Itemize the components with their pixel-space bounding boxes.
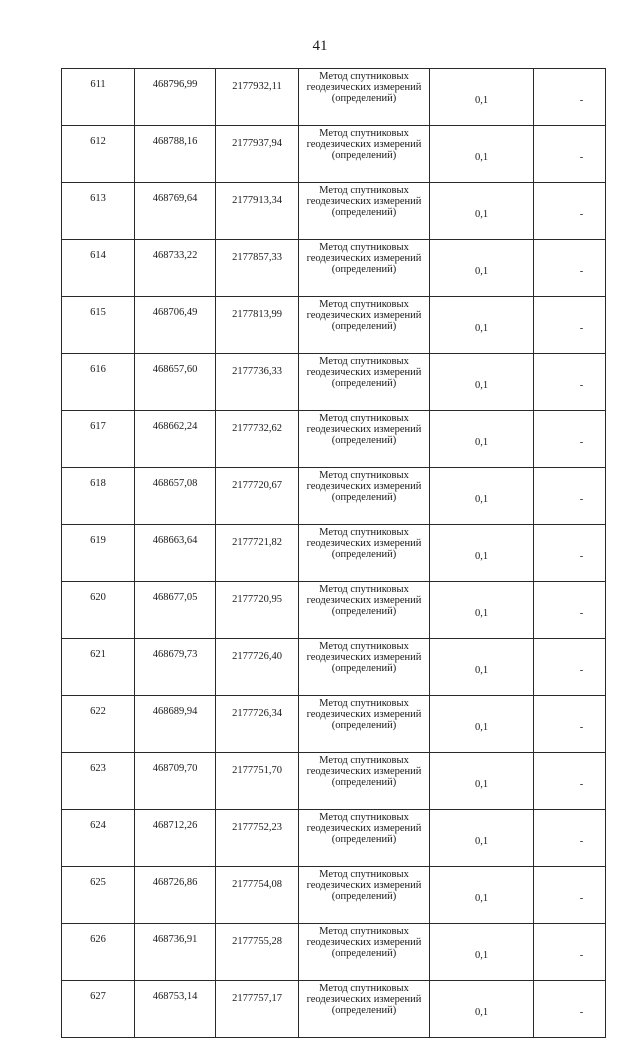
accuracy-cell: 0,1 xyxy=(430,639,534,696)
point-number-cell: 616 xyxy=(62,354,135,411)
table-row xyxy=(62,924,606,981)
y-coordinate-cell: 2177732,62 xyxy=(216,411,299,468)
point-number-cell: 627 xyxy=(62,981,135,1038)
accuracy-cell: 0,1 xyxy=(430,696,534,753)
method-line: геодезических измерений xyxy=(306,823,422,834)
point-number-cell: 624 xyxy=(62,810,135,867)
point-number-cell: 612 xyxy=(62,126,135,183)
x-coordinate-cell: 468663,64 xyxy=(135,525,216,582)
accuracy-cell: 0,1 xyxy=(430,240,534,297)
method-line: Метод спутниковых xyxy=(319,584,409,595)
y-coordinate-cell: 2177720,95 xyxy=(216,582,299,639)
y-coordinate-cell: 2177721,82 xyxy=(216,525,299,582)
method-line: (определений) xyxy=(331,378,397,389)
method-line: геодезических измерений xyxy=(306,994,422,1005)
y-coordinate-cell: 2177932,11 xyxy=(216,69,299,126)
point-number-cell: 619 xyxy=(62,525,135,582)
x-coordinate-cell: 468689,94 xyxy=(135,696,216,753)
table-row xyxy=(62,639,606,696)
method-line: геодезических измерений xyxy=(306,82,422,93)
method-line: Метод спутниковых xyxy=(319,299,409,310)
method-line: (определений) xyxy=(331,321,397,332)
method-line: Метод спутниковых xyxy=(319,869,409,880)
table-row xyxy=(62,525,606,582)
point-number-cell: 615 xyxy=(62,297,135,354)
method-line: геодезических измерений xyxy=(306,196,422,207)
x-coordinate-cell: 468726,86 xyxy=(135,867,216,924)
method-line: (определений) xyxy=(331,948,397,959)
note-cell: - xyxy=(534,297,606,354)
table-row xyxy=(62,810,606,867)
method-line: (определений) xyxy=(331,720,397,731)
point-number-cell: 611 xyxy=(62,69,135,126)
method-line: Метод спутниковых xyxy=(319,926,409,937)
method-cell xyxy=(299,810,430,867)
note-cell: - xyxy=(534,240,606,297)
method-line: (определений) xyxy=(331,435,397,446)
y-coordinate-cell: 2177755,28 xyxy=(216,924,299,981)
method-line: Метод спутниковых xyxy=(319,641,409,652)
method-line: геодезических измерений xyxy=(306,937,422,948)
method-line: (определений) xyxy=(331,93,397,104)
note-cell: - xyxy=(534,69,606,126)
method-line: (определений) xyxy=(331,492,397,503)
table-row xyxy=(62,867,606,924)
x-coordinate-cell: 468679,73 xyxy=(135,639,216,696)
note-cell: - xyxy=(534,126,606,183)
accuracy-cell: 0,1 xyxy=(430,867,534,924)
y-coordinate-cell: 2177913,34 xyxy=(216,183,299,240)
method-cell xyxy=(299,867,430,924)
method-line: (определений) xyxy=(331,264,397,275)
note-cell: - xyxy=(534,468,606,525)
method-line: геодезических измерений xyxy=(306,766,422,777)
method-cell xyxy=(299,411,430,468)
accuracy-cell: 0,1 xyxy=(430,981,534,1038)
x-coordinate-cell: 468736,91 xyxy=(135,924,216,981)
method-cell xyxy=(299,639,430,696)
note-cell: - xyxy=(534,639,606,696)
method-line: Метод спутниковых xyxy=(319,983,409,994)
method-cell xyxy=(299,924,430,981)
y-coordinate-cell: 2177757,17 xyxy=(216,981,299,1038)
point-number-cell: 626 xyxy=(62,924,135,981)
table-row xyxy=(62,69,606,126)
table-row xyxy=(62,468,606,525)
point-number-cell: 613 xyxy=(62,183,135,240)
method-line: Метод спутниковых xyxy=(319,356,409,367)
x-coordinate-cell: 468706,49 xyxy=(135,297,216,354)
method-line: (определений) xyxy=(331,777,397,788)
method-line: геодезических измерений xyxy=(306,367,422,378)
x-coordinate-cell: 468709,70 xyxy=(135,753,216,810)
method-line: (определений) xyxy=(331,663,397,674)
method-line: Метод спутниковых xyxy=(319,71,409,82)
x-coordinate-cell: 468712,26 xyxy=(135,810,216,867)
x-coordinate-cell: 468769,64 xyxy=(135,183,216,240)
note-cell: - xyxy=(534,867,606,924)
point-number-cell: 617 xyxy=(62,411,135,468)
y-coordinate-cell: 2177720,67 xyxy=(216,468,299,525)
accuracy-cell: 0,1 xyxy=(430,582,534,639)
table-row xyxy=(62,411,606,468)
note-cell: - xyxy=(534,810,606,867)
method-line: Метод спутниковых xyxy=(319,470,409,481)
x-coordinate-cell: 468677,05 xyxy=(135,582,216,639)
table-row xyxy=(62,240,606,297)
point-number-cell: 621 xyxy=(62,639,135,696)
method-cell xyxy=(299,468,430,525)
method-cell xyxy=(299,297,430,354)
method-line: (определений) xyxy=(331,891,397,902)
method-cell xyxy=(299,525,430,582)
method-line: геодезических измерений xyxy=(306,880,422,891)
method-line: геодезических измерений xyxy=(306,253,422,264)
table-row xyxy=(62,126,606,183)
accuracy-cell: 0,1 xyxy=(430,126,534,183)
table-row xyxy=(62,354,606,411)
note-cell: - xyxy=(534,525,606,582)
method-line: Метод спутниковых xyxy=(319,185,409,196)
point-number-cell: 614 xyxy=(62,240,135,297)
x-coordinate-cell: 468796,99 xyxy=(135,69,216,126)
point-number-cell: 618 xyxy=(62,468,135,525)
y-coordinate-cell: 2177751,70 xyxy=(216,753,299,810)
y-coordinate-cell: 2177813,99 xyxy=(216,297,299,354)
y-coordinate-cell: 2177726,34 xyxy=(216,696,299,753)
note-cell: - xyxy=(534,411,606,468)
method-cell xyxy=(299,183,430,240)
x-coordinate-cell: 468657,08 xyxy=(135,468,216,525)
point-number-cell: 625 xyxy=(62,867,135,924)
y-coordinate-cell: 2177752,23 xyxy=(216,810,299,867)
note-cell: - xyxy=(534,696,606,753)
accuracy-cell: 0,1 xyxy=(430,525,534,582)
method-line: (определений) xyxy=(331,1005,397,1016)
method-line: геодезических измерений xyxy=(306,139,422,150)
method-line: (определений) xyxy=(331,549,397,560)
table-row xyxy=(62,183,606,240)
table-row xyxy=(62,582,606,639)
method-cell xyxy=(299,354,430,411)
y-coordinate-cell: 2177857,33 xyxy=(216,240,299,297)
point-number-cell: 622 xyxy=(62,696,135,753)
method-line: Метод спутниковых xyxy=(319,812,409,823)
page-number: 41 xyxy=(312,38,328,54)
accuracy-cell: 0,1 xyxy=(430,297,534,354)
accuracy-cell: 0,1 xyxy=(430,810,534,867)
note-cell: - xyxy=(534,981,606,1038)
x-coordinate-cell: 468662,24 xyxy=(135,411,216,468)
method-line: (определений) xyxy=(331,834,397,845)
method-line: Метод спутниковых xyxy=(319,698,409,709)
method-line: геодезических измерений xyxy=(306,538,422,549)
accuracy-cell: 0,1 xyxy=(430,924,534,981)
y-coordinate-cell: 2177736,33 xyxy=(216,354,299,411)
note-cell: - xyxy=(534,582,606,639)
method-cell xyxy=(299,981,430,1038)
method-line: геодезических измерений xyxy=(306,652,422,663)
note-cell: - xyxy=(534,924,606,981)
method-line: (определений) xyxy=(331,207,397,218)
point-number-cell: 623 xyxy=(62,753,135,810)
method-cell xyxy=(299,69,430,126)
method-line: Метод спутниковых xyxy=(319,755,409,766)
x-coordinate-cell: 468733,22 xyxy=(135,240,216,297)
note-cell: - xyxy=(534,354,606,411)
accuracy-cell: 0,1 xyxy=(430,183,534,240)
method-cell xyxy=(299,582,430,639)
method-cell xyxy=(299,126,430,183)
method-line: Метод спутниковых xyxy=(319,413,409,424)
method-cell xyxy=(299,240,430,297)
x-coordinate-cell: 468753,14 xyxy=(135,981,216,1038)
point-number-cell: 620 xyxy=(62,582,135,639)
method-line: Метод спутниковых xyxy=(319,242,409,253)
accuracy-cell: 0,1 xyxy=(430,354,534,411)
y-coordinate-cell: 2177937,94 xyxy=(216,126,299,183)
coordinates-table xyxy=(61,68,606,1038)
table-row xyxy=(62,981,606,1038)
method-line: Метод спутниковых xyxy=(319,128,409,139)
note-cell: - xyxy=(534,753,606,810)
accuracy-cell: 0,1 xyxy=(430,69,534,126)
method-cell xyxy=(299,753,430,810)
method-line: (определений) xyxy=(331,150,397,161)
note-cell: - xyxy=(534,183,606,240)
x-coordinate-cell: 468657,60 xyxy=(135,354,216,411)
table-row xyxy=(62,753,606,810)
y-coordinate-cell: 2177726,40 xyxy=(216,639,299,696)
method-line: геодезических измерений xyxy=(306,310,422,321)
method-cell xyxy=(299,696,430,753)
accuracy-cell: 0,1 xyxy=(430,753,534,810)
x-coordinate-cell: 468788,16 xyxy=(135,126,216,183)
y-coordinate-cell: 2177754,08 xyxy=(216,867,299,924)
method-line: геодезических измерений xyxy=(306,424,422,435)
accuracy-cell: 0,1 xyxy=(430,468,534,525)
table-row xyxy=(62,696,606,753)
table-row xyxy=(62,297,606,354)
method-line: геодезических измерений xyxy=(306,709,422,720)
coordinates-table-body xyxy=(62,69,606,1038)
method-line: геодезических измерений xyxy=(306,481,422,492)
method-line: геодезических измерений xyxy=(306,595,422,606)
method-line: (определений) xyxy=(331,606,397,617)
accuracy-cell: 0,1 xyxy=(430,411,534,468)
method-line: Метод спутниковых xyxy=(319,527,409,538)
